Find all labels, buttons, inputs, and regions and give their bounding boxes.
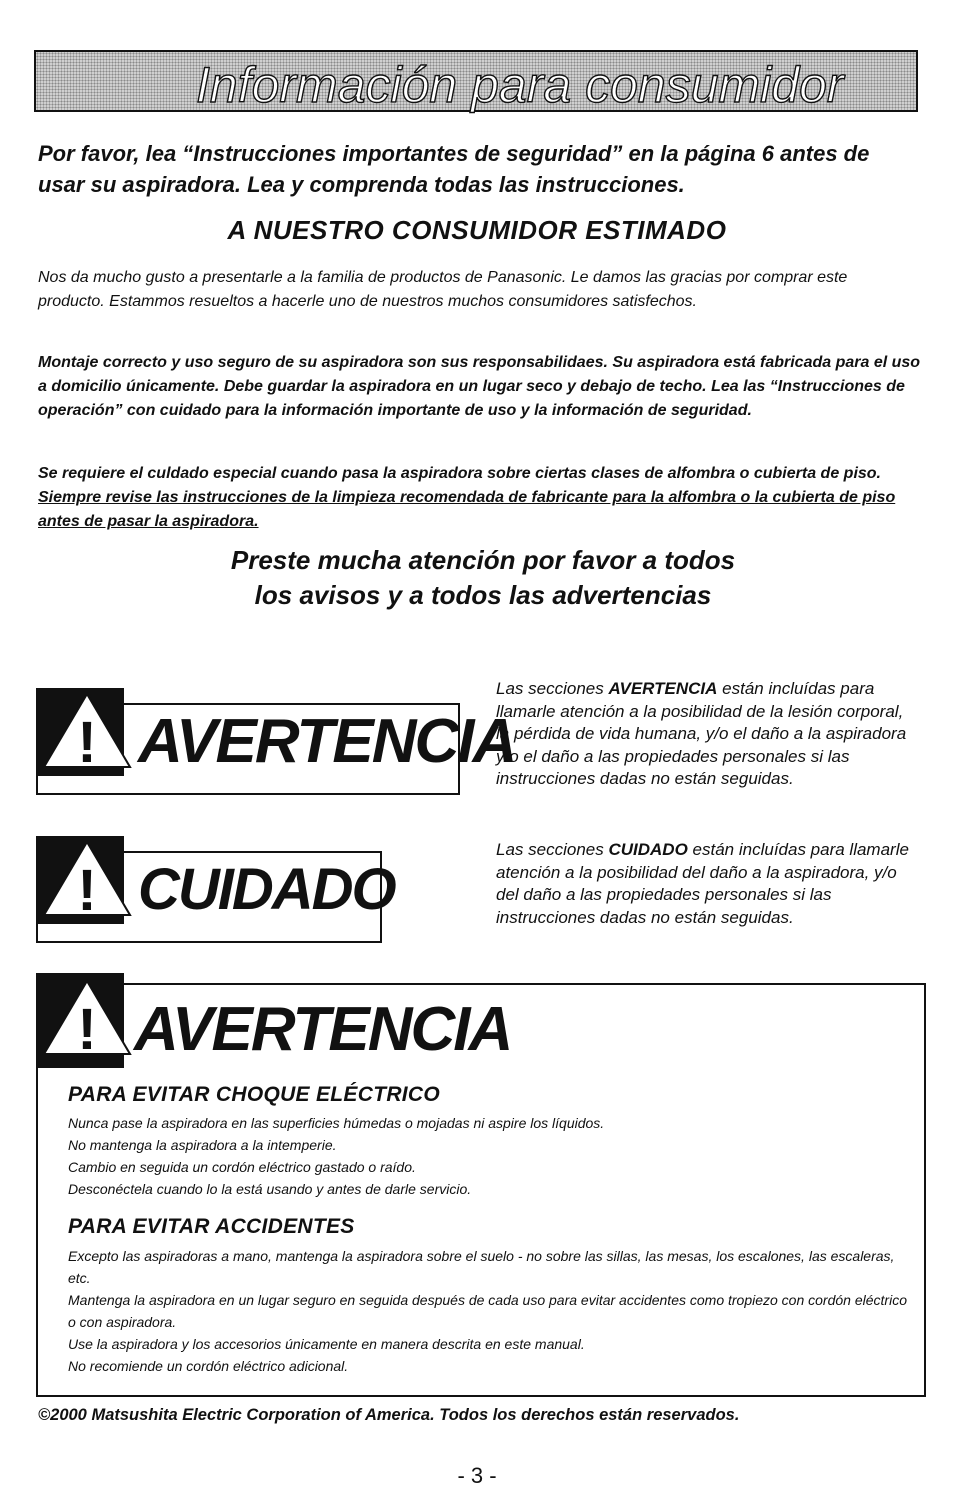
- warning-desc-after: están incluídas para llamarle atención a la posibilidad de la lesión corporal, la pérdida de vida humana, y/o el daño a la aspiradora y/o el daño a las propiedades personales si las instrucciones dadas no están seguidas.: [496, 679, 907, 788]
- warning-triangle-icon: [42, 690, 132, 770]
- notice-heading-line2: los avisos y a todos las advertencias: [254, 580, 712, 610]
- caution-triangle-icon: [42, 838, 132, 918]
- warning-exclaim-glyph: !: [77, 710, 97, 770]
- warning-box-exclaim-glyph: !: [77, 997, 97, 1057]
- section-title-accidents: PARA EVITAR ACCIDENTES: [68, 1215, 355, 1238]
- caution-badge-word: CUIDADO: [138, 857, 395, 922]
- caution-exclaim-glyph: !: [77, 858, 97, 918]
- intro-text: Por favor, lea “Instrucciones importantes de seguridad” en la página 6 antes de usar su aspiradora. Lea y comprenda todas las instrucciones.: [38, 141, 870, 197]
- header-bar: [34, 50, 918, 112]
- dear-consumer-heading: A NUESTRO CONSUMIDOR ESTIMADO: [227, 215, 727, 245]
- warning-desc-keyword: AVERTENCIA: [608, 679, 718, 698]
- caution-desc-keyword: CUIDADO: [608, 840, 688, 859]
- warning-box-triangle-icon: [42, 977, 132, 1057]
- warning-box-title: AVERTENCIA: [134, 995, 512, 1064]
- list-item: Mantenga la aspiradora en un lugar seguro en seguida después de cada uso para evitar accidentes como tropiezo con cordón eléctrico o con aspiradora.: [68, 1292, 907, 1330]
- warning-desc-before: Las secciones: [496, 679, 604, 698]
- list-item: Excepto las aspiradoras a mano, mantenga la aspiradora sobre el suelo - no sobre las sillas, las mesas, los escalones, las escaleras, etc.: [68, 1248, 895, 1286]
- paragraph-care: [38, 462, 924, 534]
- warning-description: [496, 678, 914, 791]
- page-number: - 3 -: [457, 1463, 497, 1488]
- warning-badge-word: AVERTENCIA: [138, 707, 516, 776]
- list-item: Desconéctela cuando lo la está usando y antes de darle servicio.: [68, 1181, 472, 1197]
- copyright-notice: ©2000 Matsushita Electric Corporation of America. Todos los derechos están reservados.: [38, 1406, 740, 1424]
- notice-heading-line1: Preste mucha atención por favor a todos: [230, 545, 736, 575]
- care-text: Se requiere el culdado especial cuando pasa la aspiradora sobre ciertas clases de alfombra o cubierta de piso.: [38, 465, 881, 482]
- paragraph-welcome: Nos da mucho gusto a presentarle a la familia de productos de Panasonic. Le damos las gracias por comprar este producto. Estammos resueltos a hacerle uno de nuestros muchos consumidores satisfechos.: [38, 269, 848, 310]
- notice-heading: [0, 543, 954, 613]
- caution-description: [496, 839, 914, 929]
- page-title: Información para consumidor: [196, 57, 844, 113]
- caution-desc-before: Las secciones: [496, 840, 604, 859]
- paragraph-responsibility: Montaje correcto y uso seguro de su aspiradora son sus responsabilidaes. Su aspiradora está fabricada para el uso a domicilio únicamente. Debe guardar la aspiradora en un lugar seco y debajo de techo. Lea las “Instrucciones de operación” con cuidado para la información importante de uso y la información de seguridad.: [38, 354, 921, 419]
- list-item: Use la aspiradora y los accesorios únicamente en manera descrita en este manual.: [68, 1336, 585, 1352]
- list-item: No mantenga la aspiradora a la intemperie.: [68, 1137, 337, 1153]
- section-lines-electric: [68, 1112, 908, 1200]
- list-item: Cambio en seguida un cordón eléctrico gastado o raído.: [68, 1159, 416, 1175]
- list-item: Nunca pase la aspiradora en las superficies húmedas o mojadas ni aspire los líquidos.: [68, 1115, 605, 1131]
- section-lines-accidents: [68, 1245, 908, 1377]
- care-underlined-text: Siempre revise las instrucciones de la limpieza recomendada de fabricante para la alfombra o la cubierta de piso antes de pasar la aspiradora.: [38, 489, 896, 530]
- caution-desc-after: están incluídas para llamarle atención a la posibilidad del daño a la aspiradora, y/o del daño a las propiedades personales si las instrucciones dadas no están seguidas.: [496, 840, 909, 927]
- list-item: No recomiende un cordón eléctrico adicional.: [68, 1358, 349, 1374]
- section-title-electric: PARA EVITAR CHOQUE ELÉCTRICO: [68, 1083, 441, 1106]
